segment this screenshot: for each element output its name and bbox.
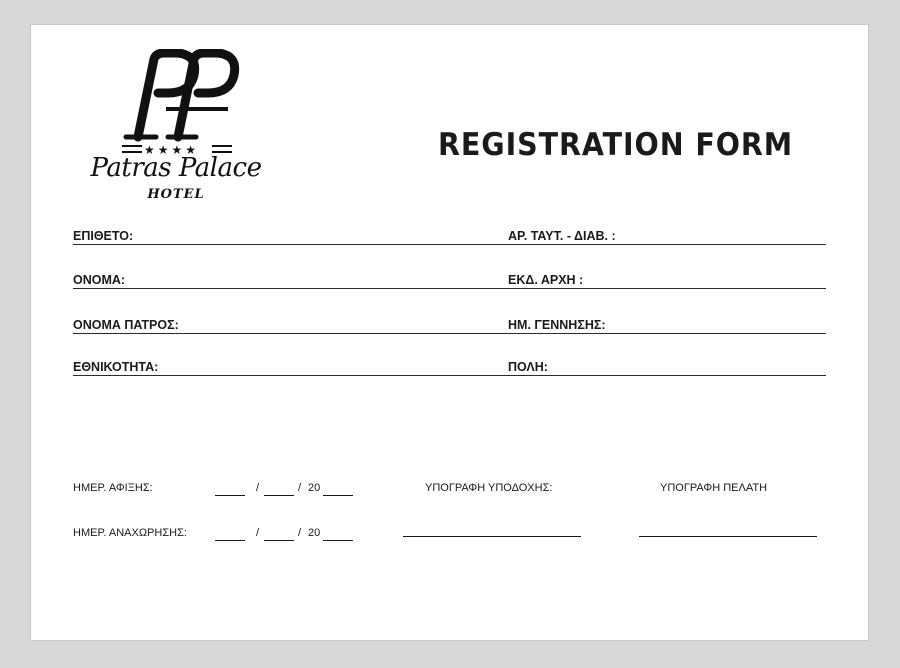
issuing-authority-input[interactable]	[648, 270, 826, 288]
arrival-slash-1: /	[256, 482, 260, 494]
first-name-field[interactable]	[73, 269, 509, 289]
birth-date-input[interactable]	[648, 315, 826, 333]
birth-date-field[interactable]	[508, 314, 826, 334]
fathers-name-field[interactable]	[73, 314, 509, 334]
arrival-month-input[interactable]	[264, 480, 294, 496]
fathers-name-label: ΟΝΟΜΑ ΠΑΤΡΟΣ:	[73, 318, 179, 332]
departure-year-input[interactable]	[323, 525, 353, 541]
city-input[interactable]	[648, 357, 826, 375]
id-passport-label: ΑΡ. ΤΑΥΤ. - ΔΙΑΒ. :	[508, 229, 616, 243]
arrival-year-prefix: 20	[308, 482, 321, 494]
surname-input[interactable]	[223, 226, 509, 244]
id-passport-field[interactable]	[508, 225, 826, 245]
issuing-authority-label: ΕΚΔ. ΑΡΧΗ :	[508, 273, 584, 287]
departure-year-prefix: 20	[308, 527, 321, 539]
fathers-name-input[interactable]	[223, 315, 509, 333]
city-label: ΠΟΛΗ:	[508, 360, 548, 374]
registration-sheet	[30, 24, 869, 641]
departure-month-input[interactable]	[264, 525, 294, 541]
nationality-input[interactable]	[223, 357, 509, 375]
pp-monogram-icon	[86, 49, 266, 144]
first-name-label: ΟΝΟΜΑ:	[73, 273, 126, 287]
issuing-authority-field[interactable]	[508, 269, 826, 289]
hotel-stars: ★★★★	[144, 143, 200, 157]
departure-day-input[interactable]	[215, 525, 245, 541]
birth-date-label: ΗΜ. ΓΕΝΝΗΣΗΣ:	[508, 318, 606, 332]
hotel-subtitle: HOTEL	[147, 187, 205, 202]
hotel-logo	[86, 49, 266, 209]
reception-signature-label: ΥΠΟΓΡΑΦΗ ΥΠΟΔΟΧΗΣ:	[425, 482, 553, 494]
reception-signature-line[interactable]	[403, 536, 581, 537]
surname-label: ΕΠΙΘΕΤΟ:	[73, 229, 134, 243]
guest-signature-line[interactable]	[639, 536, 817, 537]
first-name-input[interactable]	[223, 270, 509, 288]
nationality-field[interactable]	[73, 356, 509, 376]
city-field[interactable]	[508, 356, 826, 376]
departure-date-label: ΗΜΕΡ. ΑΝΑΧΩΡΗΣΗΣ:	[73, 527, 187, 539]
id-passport-input[interactable]	[648, 226, 826, 244]
arrival-day-input[interactable]	[215, 480, 245, 496]
departure-slash-2: /	[298, 527, 302, 539]
guest-signature-label: ΥΠΟΓΡΑΦΗ ΠΕΛΑΤΗ	[660, 482, 768, 494]
hotel-name: Patras Palace	[90, 153, 262, 183]
nationality-label: ΕΘΝΙΚΟΤΗΤΑ:	[73, 360, 159, 374]
surname-field[interactable]	[73, 225, 509, 245]
arrival-slash-2: /	[298, 482, 302, 494]
form-title: REGISTRATION FORM	[438, 127, 794, 163]
arrival-date-label: ΗΜΕΡ. ΑΦΙΞΗΣ:	[73, 482, 153, 494]
departure-slash-1: /	[256, 527, 260, 539]
arrival-year-input[interactable]	[323, 480, 353, 496]
